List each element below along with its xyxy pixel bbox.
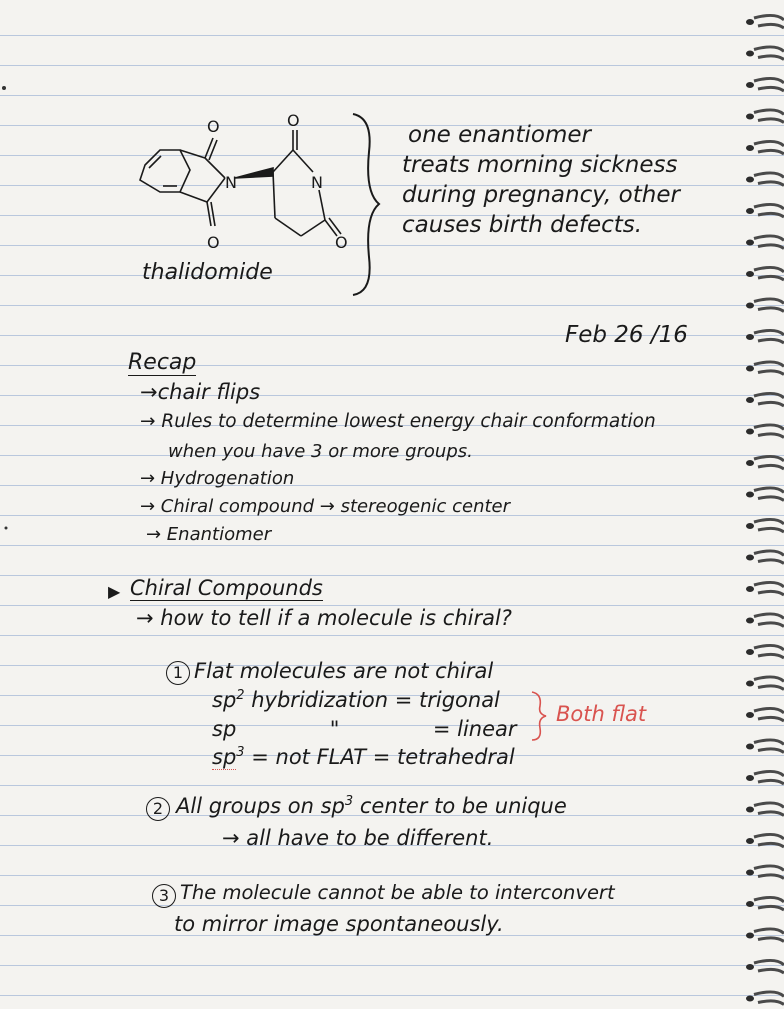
atom-o-top-left: O — [207, 117, 220, 136]
spiral-hole — [746, 586, 754, 592]
spiral-hole — [746, 775, 754, 781]
spiral-coil — [754, 47, 784, 60]
both-flat-note: Both flat — [556, 702, 647, 726]
atom-o-top-right: O — [287, 111, 300, 130]
spiral-coil — [754, 929, 784, 942]
spiral-hole — [746, 366, 754, 372]
spiral-coil — [754, 551, 784, 564]
spiral-coil — [754, 141, 784, 154]
sp3-label: sp — [212, 745, 237, 769]
spiral-hole — [746, 649, 754, 655]
chiral-question: → how to tell if a molecule is chiral? — [136, 606, 512, 630]
spiral-coil — [754, 330, 784, 343]
rule-3-text: The molecule cannot be able to interconvert — [180, 881, 615, 904]
red-brace — [528, 690, 550, 742]
spiral-hole — [746, 681, 754, 687]
sp2-label: sp — [212, 688, 237, 712]
rule-1-text: Flat molecules are not chiral — [194, 659, 494, 683]
spiral-coil — [754, 834, 784, 847]
recap-item: when you have 3 or more groups. — [168, 441, 473, 462]
spiral-coil — [754, 393, 784, 406]
rule-2-number-text: 2 — [152, 799, 164, 818]
sp2-line — [212, 688, 500, 712]
spiral-hole — [746, 208, 754, 214]
spiral-hole — [746, 271, 754, 277]
recap-item: → Enantiomer — [146, 524, 272, 545]
spiral-coil — [754, 582, 784, 595]
note-line-2: treats morning sickness — [402, 152, 678, 178]
spiral-hole — [746, 114, 754, 120]
spiral-coil — [754, 645, 784, 658]
atom-n-imide: N — [225, 173, 237, 192]
note-line-1: one enantiomer — [408, 122, 592, 148]
chiral-heading: Chiral Compounds — [130, 576, 323, 600]
rule-1-number — [166, 661, 190, 685]
spiral-hole — [746, 964, 754, 970]
recap-item: →chair flips — [140, 380, 261, 404]
spiral-hole — [746, 744, 754, 750]
spiral-hole — [746, 807, 754, 813]
margin-marks — [0, 0, 14, 1009]
spiral-hole — [746, 712, 754, 718]
curly-brace — [345, 112, 385, 297]
spiral-coil — [754, 173, 784, 186]
spiral-coil — [754, 425, 784, 438]
spiral-hole — [746, 555, 754, 561]
spiral-coil — [754, 78, 784, 91]
spiral-coil — [754, 15, 784, 28]
spiral-coil — [754, 614, 784, 627]
spiral-coil — [754, 519, 784, 532]
atom-o-right: O — [335, 233, 348, 252]
rule-2-text-rest: center to be unique — [353, 794, 567, 818]
spiral-coil — [754, 708, 784, 721]
spiral-hole — [746, 492, 754, 498]
date: Feb 26 /16 — [565, 322, 688, 348]
spiral-hole — [746, 82, 754, 88]
rule-3-number — [152, 884, 176, 908]
margin-dot — [5, 527, 8, 530]
sp3-superscript: 3 — [236, 745, 245, 760]
atom-n-glutarimide: N — [311, 173, 323, 192]
recap-item: → Chiral compound → stereogenic center — [140, 496, 511, 517]
spiral-coil — [754, 992, 784, 1005]
rule-3-subtext: to mirror image spontaneously. — [174, 912, 504, 936]
spiral-hole — [746, 838, 754, 844]
rule-3-number-text: 3 — [158, 886, 170, 905]
spiral-hole — [746, 933, 754, 939]
recap-heading: Recap — [128, 350, 197, 375]
spiral-coil — [754, 456, 784, 469]
spiral-hole — [746, 303, 754, 309]
spiral-hole — [746, 177, 754, 183]
sp2-superscript: 2 — [236, 688, 245, 703]
rule-2-text-main: All groups on sp — [176, 794, 345, 818]
rule-2-subtext: → all have to be different. — [222, 826, 494, 850]
sp2-rest: hybridization = trigonal — [244, 688, 500, 712]
thalidomide-structure — [125, 110, 355, 260]
margin-dot — [2, 86, 6, 90]
spiral-hole — [746, 51, 754, 57]
sp-label: sp — [212, 717, 237, 741]
bullet-arrow: ▶ — [108, 582, 121, 601]
spiral-hole — [746, 618, 754, 624]
rule-2-text — [176, 794, 567, 818]
spiral-hole — [746, 460, 754, 466]
spiral-coil — [754, 866, 784, 879]
spiral-coil — [754, 236, 784, 249]
spiral-hole — [746, 870, 754, 876]
spiral-coil — [754, 803, 784, 816]
spiral-coil — [754, 677, 784, 690]
spiral-hole — [746, 523, 754, 529]
note-line-4: causes birth defects. — [402, 212, 643, 238]
spiral-coil — [754, 299, 784, 312]
spiral-coil — [754, 267, 784, 280]
rule-2-number — [146, 797, 170, 821]
molecule-name: thalidomide — [142, 260, 273, 285]
note-line-3: during pregnancy, other — [402, 182, 680, 208]
sp3-rest: = not FLAT = tetrahedral — [244, 745, 515, 769]
spiral-coil — [754, 740, 784, 753]
spiral-coil — [754, 488, 784, 501]
recap-item: → Rules to determine lowest energy chair conformation — [140, 411, 656, 432]
sp3-line — [212, 745, 515, 769]
spiral-hole — [746, 901, 754, 907]
spiral-coil — [754, 897, 784, 910]
spiral-coil — [754, 362, 784, 375]
wedge-bond — [235, 168, 273, 178]
sp-line — [212, 717, 517, 741]
spiral-hole — [746, 996, 754, 1002]
rule-1-number-text: 1 — [172, 663, 184, 682]
spiral-hole — [746, 429, 754, 435]
spiral-coil — [754, 771, 784, 784]
spiral-hole — [746, 19, 754, 25]
spiral-hole — [746, 334, 754, 340]
atom-o-bottom: O — [207, 233, 220, 252]
spiral-coil — [754, 110, 784, 123]
spiral-hole — [746, 145, 754, 151]
spiral-hole — [746, 240, 754, 246]
spiral-coil — [754, 204, 784, 217]
rule-2-superscript: 3 — [344, 794, 354, 809]
sp-rest: " = linear — [236, 717, 517, 741]
spiral-hole — [746, 397, 754, 403]
spiral-binding — [714, 0, 784, 1009]
recap-item: → Hydrogenation — [140, 468, 295, 489]
spiral-coil — [754, 960, 784, 973]
